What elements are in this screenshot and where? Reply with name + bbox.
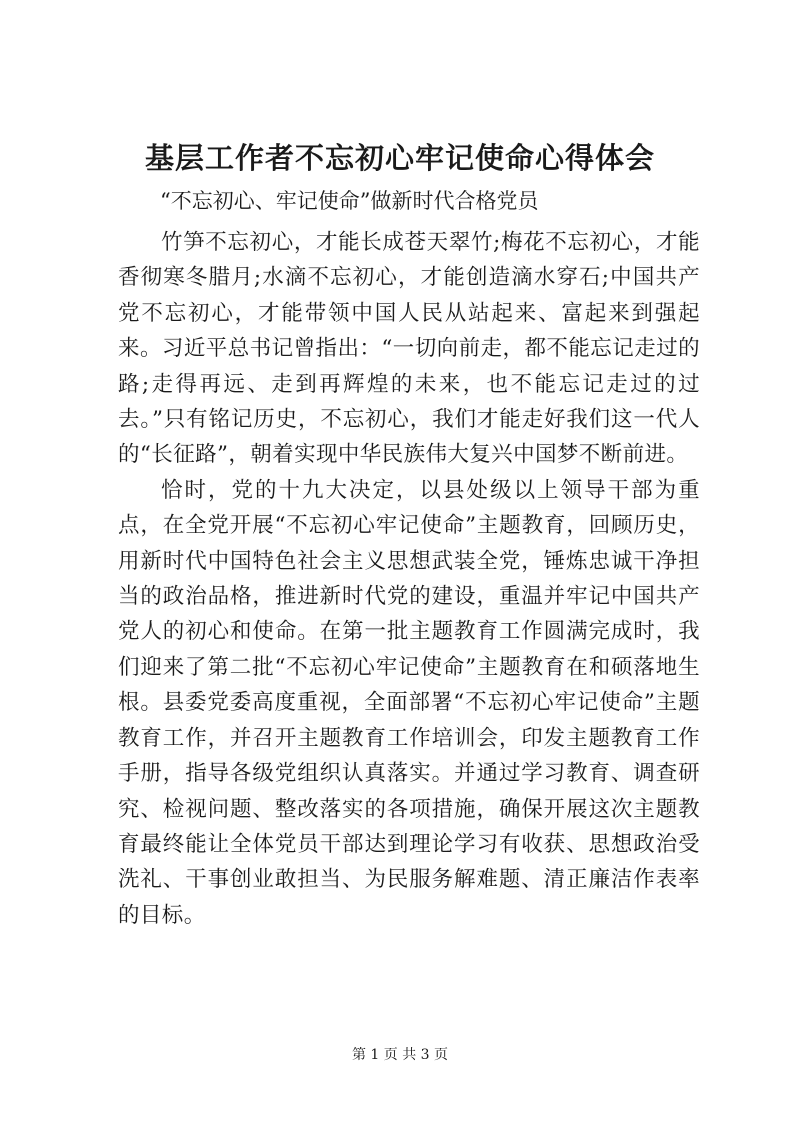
paragraph-2: 恰时，党的十九大决定，以县处级以上领导干部为重点，在全党开展“不忘初心牢记使命”主题教育，回顾历史，用新时代中国特色社会主义思想武装全党，锤炼忠诚干净担当的政治品格，推进新时代党的建设，重温并牢记中国共产党人的初心和使命。在第一批主题教育工作圆满完成时，我们迎来了第二批“不忘初心牢记使命”主题教育在和硕落地生根。县委党委高度重视，全面部署“不忘初心牢记使命”主题教育工作，并召开主题教育工作培训会，印发主题教育工作手册，指导各级党组织认真落实。并通过学习教育、调查研究、检视问题、整改落实的各项措施，确保开展这次主题教育最终能让全体党员干部达到理论学习有收获、思想政治受洗礼、干事创业敢担当、为民服务解难题、清正廉洁作表率的目标。: [118, 477, 700, 928]
page-number-indicator: 第 1 页 共 3 页: [351, 1047, 449, 1063]
document-subtitle: “不忘初心、牢记使命”做新时代合格党员: [160, 189, 539, 213]
paragraph-1: 竹笋不忘初心，才能长成苍天翠竹;梅花不忘初心，才能香彻寒冬腊月;水滴不忘初心，才能创造滴水穿石;中国共产党不忘初心，才能带领中国人民从站起来、富起来到强起来。习近平总书记曾指出：“一切向前走，都不能忘记走过的路;走得再远、走到再辉煌的未来，也不能忘记走过的过去。”只有铭记历史，不忘初心，我们才能走好我们这一代人的“长征路”，朝着实现中华民族伟大复兴中国梦不断前进。: [118, 230, 700, 468]
page-footer: [0, 1045, 800, 1065]
document-body: [118, 225, 700, 933]
page-title: 基层工作者不忘初心牢记使命心得体会: [144, 141, 655, 175]
